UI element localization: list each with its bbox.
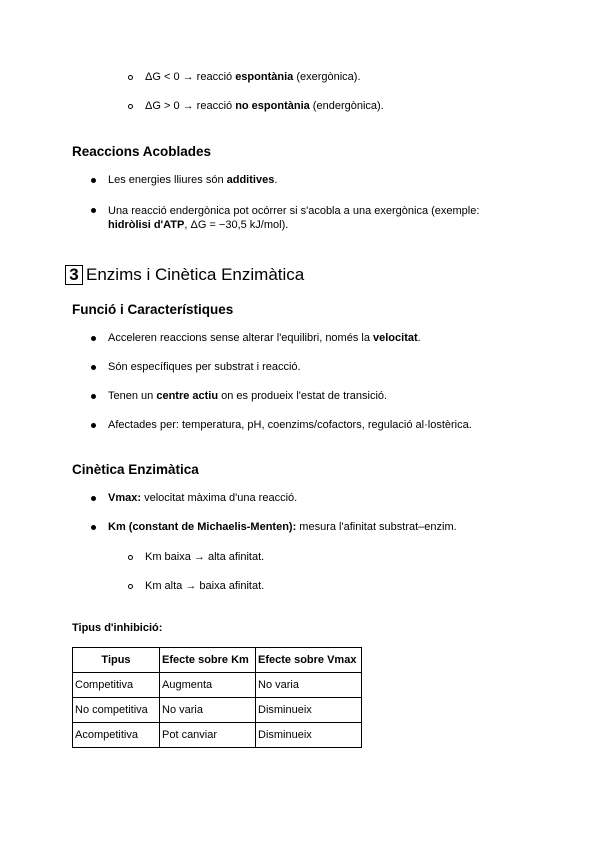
list-item: Una reacció endergònica pot ocórrer si s'acobla a una exergònica (exemple: hidròlisi d'ATP, ΔG = −30,5 kJ/mol). [108, 205, 480, 231]
table-cell: Disminueix [256, 698, 362, 723]
circle-bullet-icon [128, 75, 133, 80]
table-cell: No competitiva [73, 698, 160, 723]
list-item: Tenen un centre actiu on es produeix l'estat de transició. [108, 390, 388, 402]
table-cell: Disminueix [256, 723, 362, 748]
list-item: Les energies lliures són additives. [108, 174, 278, 186]
list-item: ΔG < 0 → reacció espontània (exergònica). [145, 71, 361, 83]
table-cell: Competitiva [73, 673, 160, 698]
list-item: Km (constant de Michaelis-Menten): mesura l'afinitat substrat–enzim. [108, 521, 457, 533]
table-header: Tipus [73, 648, 160, 673]
circle-bullet-icon [128, 555, 133, 560]
bullet-icon [91, 394, 96, 399]
table-caption: Tipus d'inhibició: [72, 622, 163, 634]
section-number: 3 [65, 265, 83, 285]
bullet-icon [91, 178, 96, 183]
table-cell: No varia [160, 698, 256, 723]
table-cell: No varia [256, 673, 362, 698]
bullet-icon [91, 365, 96, 370]
inhibition-table [72, 647, 362, 748]
bullet-icon [91, 423, 96, 428]
bullet-icon [91, 496, 96, 501]
table-row [73, 698, 362, 723]
list-item: Vmax: velocitat màxima d'una reacció. [108, 492, 298, 504]
table-row [73, 673, 362, 698]
bullet-icon [91, 525, 96, 530]
table-cell: Pot canviar [160, 723, 256, 748]
list-item: ΔG > 0 → reacció no espontània (endergònica). [145, 100, 384, 112]
table-cell: Acompetitiva [73, 723, 160, 748]
bullet-icon [91, 336, 96, 341]
table-cell: Augmenta [160, 673, 256, 698]
section-heading: Funció i Característiques [72, 302, 234, 317]
list-item: Són específiques per substrat i reacció. [108, 361, 301, 373]
table-header: Efecte sobre Km [160, 648, 256, 673]
table-header: Efecte sobre Vmax [256, 648, 362, 673]
list-item: Km alta → baixa afinitat. [145, 580, 265, 592]
list-item: Km baixa → alta afinitat. [145, 551, 265, 563]
circle-bullet-icon [128, 584, 133, 589]
section-heading: Reaccions Acoblades [72, 144, 212, 159]
list-item: Acceleren reaccions sense alterar l'equilibri, només la velocitat. [108, 332, 421, 344]
list-item: Afectades per: temperatura, pH, coenzims/cofactors, regulació al·lostèrica. [108, 419, 472, 431]
table-row [73, 723, 362, 748]
table-header-row [73, 648, 362, 673]
section-heading: Cinètica Enzimàtica [72, 462, 199, 477]
circle-bullet-icon [128, 104, 133, 109]
page-title: Enzims i Cinètica Enzimàtica [86, 265, 305, 284]
bullet-icon [91, 208, 96, 213]
